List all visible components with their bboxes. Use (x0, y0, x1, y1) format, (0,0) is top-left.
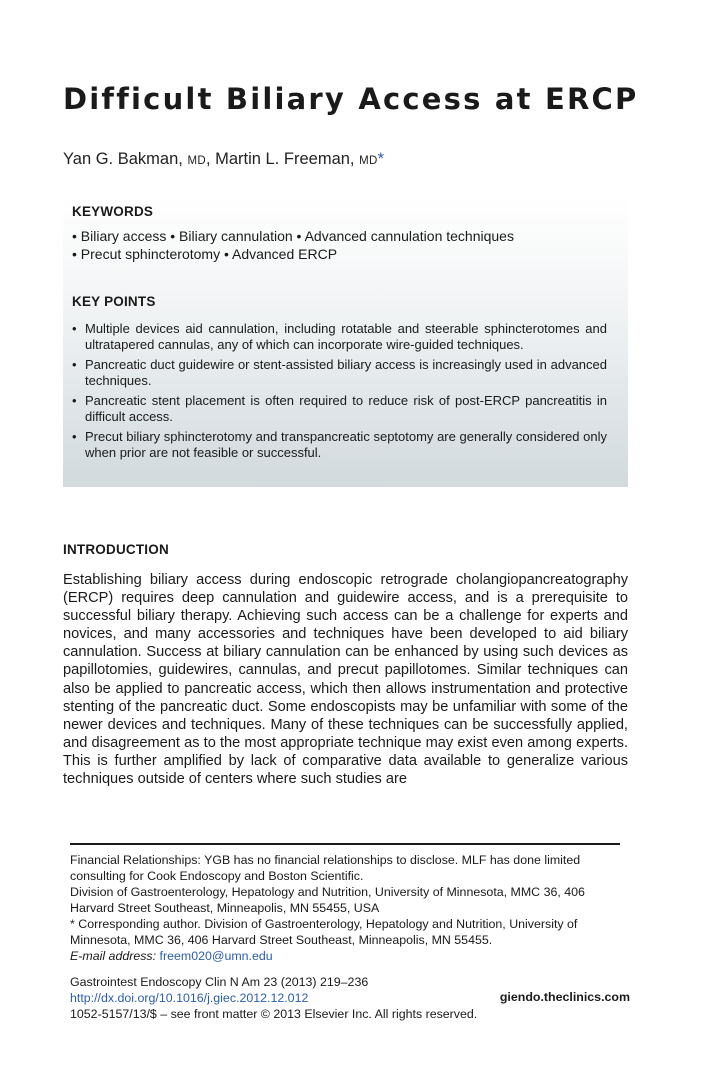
journal-site-link[interactable]: giendo.theclinics.com (499, 990, 630, 1004)
email-label: E-mail address: (70, 949, 157, 963)
bullet-icon: • (72, 357, 77, 372)
list-item (72, 357, 607, 389)
article-title: Difficult Biliary Access at ERCP (63, 82, 639, 116)
keyword-line: • Biliary access • Biliary cannulation • Advanced cannulation techniques (72, 228, 514, 244)
key-point-text: Multiple devices aid cannulation, including rotatable and steerable sphincterotomes and ultratapered cannulas, any of which can incorporate wire-guided techniques. (85, 321, 607, 352)
bullet-icon: • (72, 429, 77, 444)
email-line (70, 948, 620, 964)
email-link[interactable]: freem020@umn.edu (159, 949, 273, 963)
bullet-icon: • (72, 393, 77, 408)
author-name: Yan G. Bakman, (63, 150, 183, 168)
author-degree: MD (359, 155, 378, 167)
key-points-heading: KEY POINTS (72, 294, 156, 309)
author-line (63, 150, 384, 169)
key-point-text: Pancreatic duct guidewire or stent-assisted biliary access is increasingly used in advanced techniques. (85, 357, 607, 388)
keywords-heading: KEYWORDS (72, 204, 154, 219)
key-points-list (72, 321, 607, 465)
footnotes (70, 852, 620, 964)
key-point-text: Precut biliary sphincterotomy and transpancreatic septotomy are generally considered only when prior are not feasible or successful. (85, 429, 607, 460)
author-name: Martin L. Freeman, (215, 150, 355, 168)
list-item (72, 393, 607, 425)
affiliation: Division of Gastroenterology, Hepatology and Nutrition, University of Minnesota, MMC 36, 406 Harvard Street Southeast, Minneapolis, MN 55455, USA (70, 885, 585, 915)
footnote-divider (70, 843, 620, 845)
keywords-box (63, 196, 628, 487)
key-point-text: Pancreatic stent placement is often required to reduce risk of post-ERCP pancreatitis in difficult access. (85, 393, 607, 424)
bullet-icon: • (72, 321, 77, 336)
journal-citation: Gastrointest Endoscopy Clin N Am 23 (2013) 219–236 (70, 975, 369, 989)
list-item (72, 429, 607, 461)
introduction-heading: INTRODUCTION (63, 542, 169, 557)
copyright: 1052-5157/13/$ – see front matter © 2013 Elsevier Inc. All rights reserved. (70, 1007, 478, 1021)
corresponding-author-note: * Corresponding author. Division of Gastroenterology, Hepatology and Nutrition, University of Minnesota, MMC 36, 406 Harvard Street Southeast, Minneapolis, MN 55455. (70, 917, 578, 947)
author-separator: , (205, 150, 211, 168)
doi-link[interactable]: http://dx.doi.org/10.1016/j.giec.2012.12.012 (70, 991, 309, 1005)
keyword-line: • Precut sphincterotomy • Advanced ERCP (72, 246, 338, 262)
financial-disclosure: Financial Relationships: YGB has no financial relationships to disclose. MLF has done limited consulting for Cook Endoscopy and Boston Scientific. (70, 853, 581, 883)
author-degree: MD (187, 155, 206, 167)
introduction-paragraph: Establishing biliary access during endoscopic retrograde cholangiopancreatography (ERCP) requires deep cannulation and guidewire access, and is a prerequisite to successful biliary therapy. Achieving such access can be a challenge for experts and novices, and many accessories and techniques have been developed to aid biliary cannulation. Success at biliary cannulation can be enhanced by using such devices as papillotomies, guidewires, cannulas, and precut papillotomes. Similar techniques can also be applied to pancreatic access, which then allows instrumentation and protective stenting of the pancreatic duct. Some endoscopists may be unfamiliar with some of the newer devices and techniques. Many of these techniques can be successfully applied, and disagreement as to the most appropriate technique may exist even among experts. This is further amplified by lack of comparative data available to generalize various techniques outside of centers where such studies are (63, 572, 628, 788)
corresponding-author-marker[interactable]: * (377, 150, 385, 168)
list-item (72, 321, 607, 353)
